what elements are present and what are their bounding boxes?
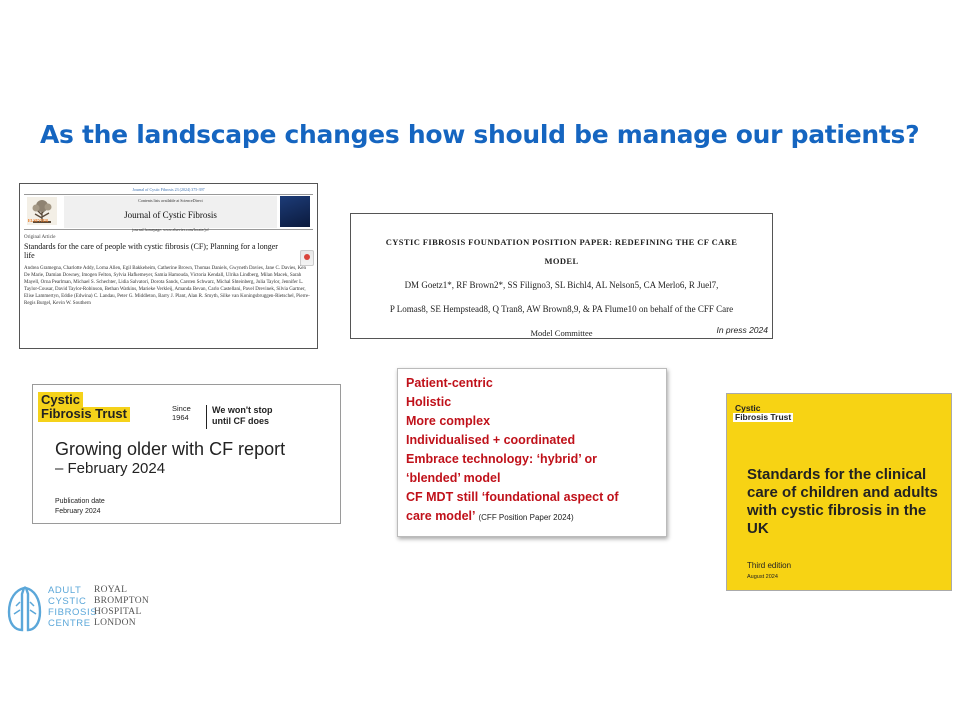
logo-word: CENTRE [48,618,91,629]
jcf-article-thumbnail [19,183,318,349]
key-point: Holistic [406,395,452,409]
growing-older-report-thumbnail [32,384,341,524]
key-point: CF MDT still ‘foundational aspect of [406,490,619,504]
check-updates-icon [300,250,314,266]
article-type: Original Article [24,235,56,240]
report-date: – February 2024 [55,460,166,477]
logo-word: LONDON [94,618,136,628]
publisher-name: ELSEVIER [27,218,49,223]
cf-trust-logo [735,404,793,422]
journal-cover-image [280,196,310,227]
key-point: More complex [406,414,491,428]
key-point-reference: (CFF Position Paper 2024) [478,513,574,522]
position-paper-authors-line2: P Lomas8, SE Hempstead8, Q Tran8, AW Brown8,9, & PA Flume10 on behalf of the CFF Care [389,304,734,314]
logo-word: CYSTIC [48,596,87,607]
key-point: Embrace technology: ‘hybrid’ or [406,452,598,466]
publication-date-value: February 2024 [55,508,101,515]
logo-word: HOSPITAL [94,607,142,617]
slogan-line1: We won't stop [212,405,273,415]
key-point-last [406,509,574,523]
journal-info-panel [64,196,277,232]
cf-trust-logo-line1: Cystic [735,403,761,413]
logo-text-left [48,585,97,629]
slide-title: As the landscape changes how should be manage our patients? [40,120,920,149]
article-authors: Andrea Gramegna, Charlotte Addy, Lorna Allen, Egil Bakkeheim, Catherine Brown, Thomas Daniels, Gwyneth Davies, Jane C. Davies, Ken De Marie, Damian Downey, Imogen Felton, Sylvia Hafkemeyer, Samia Hamouda, Victoria Kendall, Ulrika Lindberg, Milan Macek, Sarah Mayell, Orna Pearlman, Michael S. Schechter, Lidia Salvatori, Dorota Sands, Carsten Schwarz, Michal Shteinberg, Julia Taylor, Jennifer L. Taylor-Cousar, David Taylor-Robinson, Bethan Watkins, Marieke Verkleij, Amanda Bevan, Carlo Castellani, Pavel Drevinek, Silvia Gartner, Elise Lammertyn, Eddie (Edwina) C. Landau, Peter G. Middleton, Barry J. Plant, Alan R. Smyth, Silke van Koningsbruggen-Rietschel, Pierre-Regis Burgel, Kevin W. Southern [24,266,310,307]
logo-word: BROMPTON [94,596,150,606]
slogan-line2: until CF does [212,416,269,426]
standards-title: Standards for the clinical care of children and adults with cystic fibrosis in the UK [747,466,938,537]
journal-header [24,194,313,230]
key-point-text: care model’ [406,509,476,523]
lungs-logo-icon [6,584,42,632]
position-paper-title-line1: CYSTIC FIBROSIS FOUNDATION POSITION PAPER: REDEFINING THE CF CARE [385,237,738,247]
cf-trust-logo-line2: Fibrosis Trust [38,407,130,422]
standards-document-thumbnail [726,393,952,591]
cf-trust-logo-line2: Fibrosis Trust [735,412,792,422]
key-point: Individualised + coordinated [406,433,576,447]
journal-title: Journal of Cystic Fibrosis [124,210,217,220]
cf-trust-logo-line1: Cystic [38,392,83,407]
position-paper-thumbnail [350,213,773,339]
logo-word: FIBROSIS [48,607,98,618]
in-press-label: In press 2024 [716,325,768,335]
adult-cf-centre-logo [6,584,176,634]
standards-month: August 2024 [747,574,778,580]
logo-text-right [94,585,149,629]
report-title: Growing older with CF report [55,439,286,459]
trust-slogan [212,405,272,427]
position-paper-title-line2: MODEL [544,256,579,266]
journal-citation: Journal of Cystic Fibrosis 23 (2024) 375-397 [132,187,205,192]
since-year: 1964 [172,413,189,422]
key-point: ‘blended’ model [406,471,501,485]
journal-homepage: journal homepage: www.elsevier.com/locate/jcf [132,227,209,232]
contents-available: Contents lists available at ScienceDirect [138,198,203,203]
position-paper-authors-line1: DM Goetz1*, RF Brown2*, SS Filigno3, SL Bichl4, AL Nelson5, CA Merlo6, R Juel7, [404,280,719,290]
key-points-box [397,368,667,537]
key-point: Patient-centric [406,376,493,390]
logo-word: ADULT [48,585,82,596]
publication-date-label: Publication date [55,498,105,505]
article-title: Standards for the care of people with cystic fibrosis (CF); Planning for a longer life [24,242,278,260]
standards-edition: Third edition [747,561,792,570]
position-paper-authors-line3: Model Committee [530,328,593,338]
logo-word: ROYAL [94,585,128,595]
since-text: Since [172,404,191,413]
slogan-divider [206,405,207,429]
since-label [172,404,191,422]
